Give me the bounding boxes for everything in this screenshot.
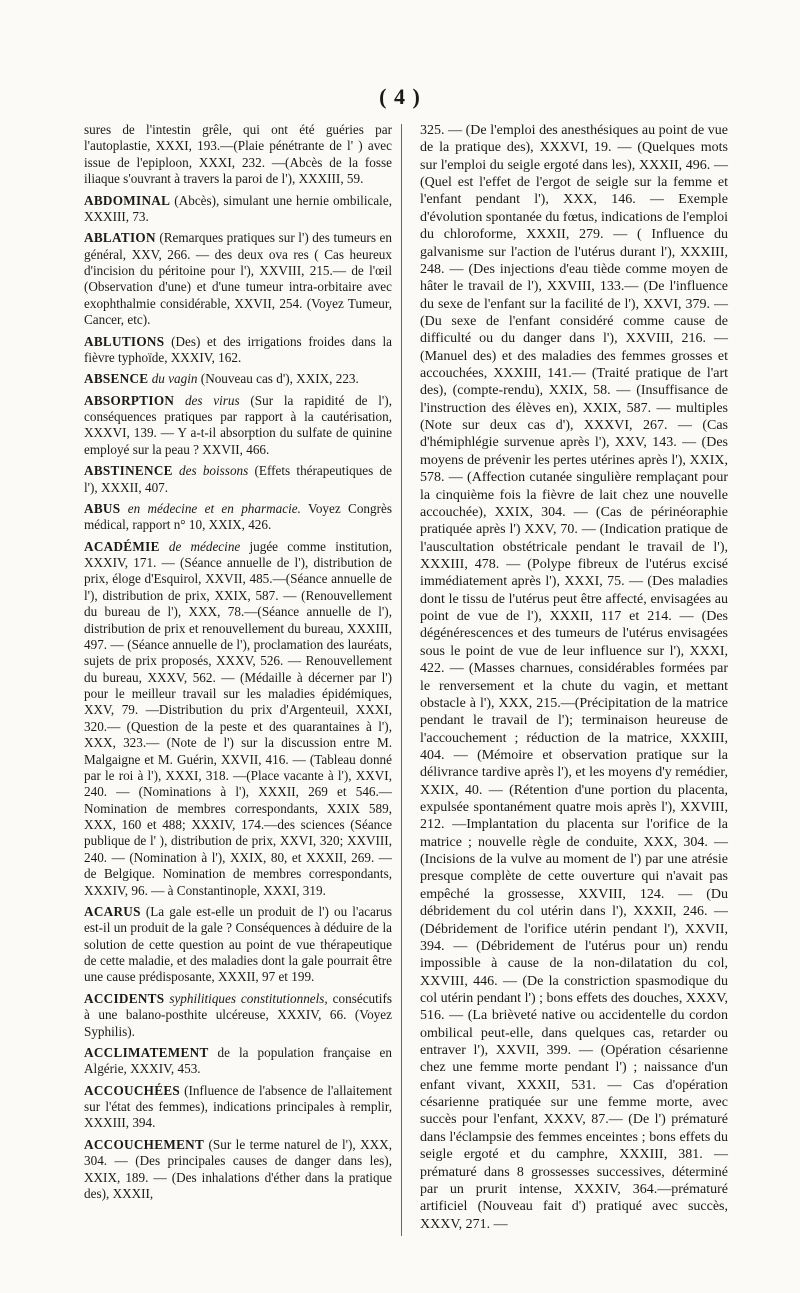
entry-headword: ACCOUCHÉES — [84, 1082, 181, 1098]
index-entry — [84, 991, 392, 1040]
index-entry — [84, 463, 392, 496]
entry-subject: du vagin — [148, 371, 198, 387]
entry-headword: ACCOUCHEMENT — [84, 1136, 205, 1152]
entry-subject: syphilitiques constitutionnels, — [164, 990, 328, 1006]
entry-headword: ABSENCE — [84, 371, 149, 387]
entry-text: (Remarques pratiques sur l') des tumeurs en général, XXV, 266. — des deux ova res ( Cas heureux d'incision du péritoine pour l'), XXVIII, 215.— de l'œil (Observation d'une) et d'une tumeur intra-orbitaire avec exophthalmie considérable, XXVII, 254. (Voyez Tumeur, Cancer, etc). — [84, 230, 392, 328]
index-entry — [84, 122, 392, 188]
entry-headword: ACCIDENTS — [84, 990, 165, 1006]
entry-text: sures de l'intestin grêle, qui ont été guéries par l'autoplastie, XXXI, 193.—(Plaie pénétrante de l' ) avec issue de l'epiploon, XXXI, 232. —(Abcès de la fosse iliaque s'ouvrant à travers la paroi de l'), XXXIII, 59. — [84, 122, 392, 187]
entry-headword: ABDOMINAL — [84, 192, 171, 208]
entry-text: (Influence de l'absence de l'allaitement sur l'état des femmes), indications principales à remplir, XXXIII, 394. — [84, 1082, 392, 1131]
entry-subject: des virus — [174, 392, 240, 408]
index-entry — [84, 371, 392, 387]
entry-text: (Effets thérapeutiques de l'), XXXII, 407. — [84, 463, 392, 495]
index-entry — [420, 122, 728, 1233]
entry-text: (Abcès), simulant une hernie ombilicale, XXXIII, 73. — [84, 192, 392, 224]
entry-subject: de médecine — [159, 538, 241, 554]
right-column — [420, 122, 728, 1238]
entry-text: (Sur la rapidité de l'), conséquences pratiques par rapport à la cautérisation, XXXVI, 139. — Y a-t-il absorption du sulfate de quinine employé sur la peau ? XXVII, 466. — [84, 392, 392, 457]
page-number: ( 4 ) — [379, 84, 421, 109]
entry-headword: ABUS — [84, 500, 121, 516]
entry-headword: ACARUS — [84, 903, 141, 919]
left-column — [84, 122, 392, 1207]
index-entry — [84, 1045, 392, 1078]
entry-text: de la population française en Algérie, XXXIV, 453. — [84, 1044, 392, 1077]
index-entry — [84, 230, 392, 328]
index-entry — [84, 501, 392, 534]
entry-headword: ACCLIMATEMENT — [84, 1044, 209, 1060]
index-entry — [84, 904, 392, 986]
index-entry — [84, 334, 392, 367]
column-divider — [401, 124, 402, 1236]
entry-headword: ACADÉMIE — [84, 538, 160, 554]
entry-subject: des boissons — [172, 463, 249, 479]
entry-text: jugée comme institution, XXXIV, 171. — (Séance annuelle de l'), distribution de prix, éloge d'Esquirol, XXVII, 485.—(Séance annuelle de l'), distribution de prix, XXIX, 587. — (Renouvellement du bureau de l'), XXX, 78.—(Séance annuelle de l'), distribution de prix et renouvellement du bureau, XXXIII, 497. — (Séance annuelle de l'), proclamation des lauréats, sujets de prix proposés, XXXV, 526. — Renouvellement du bureau, XXXV, 562. — (Médaille à décerner par l') pour le meilleur travail sur les maladies épidémiques, XXV, 79. —Distribution du prix d'Argenteuil, XXXI, 320.— (Question de la peste et des quarantaines à l'), XXX, 323.— (Note de l') sur la discussion entre M. Malgaigne et M. Guérin, XXVII, 416. — (Tableau donné par le roi à l'), XXXI, 318. —(Place vacante à l'), XXVI, 240. — (Nominations à l'), XXXII, 269 et 546.—Nomination de membres correspondants, XXIX 589, XXX, 160 et 488; XXXIV, 174.—des sciences (Séance publique de l' ), distribution de prix, XXVI, 320; XXVIII, 240. — (Nomination à l'), XXIX, 80, et XXXII, 269. — de Belgique. Nomination de membres correspondants, XXXIV, 96. — à Constantinople, XXXI, 319. — [84, 538, 392, 898]
entry-headword: ABLUTIONS — [84, 333, 165, 349]
index-entry — [84, 393, 392, 459]
entry-text: (Sur le terme naturel de l'), XXX, 304. — (Des principales causes de danger dans les), XXIX, 189. — (Des inhalations d'éther dans la pratique des), XXXII, — [84, 1136, 392, 1201]
entry-subject: en médecine et en pharmacie. — [120, 500, 301, 516]
entry-headword: ABSORPTION — [84, 392, 175, 408]
entry-headword: ABSTINENCE — [84, 463, 173, 479]
entry-text: (La gale est-elle un produit de l') ou l'acarus est-il un produit de la gale ? Conséquences à déduire de la solution de cette question au point de vue thérapeutique de cette maladie, et des maladies dont la gale pourrait être une cause prédisposante, XXXII, 97 et 199. — [84, 903, 392, 985]
entry-headword: ABLATION — [84, 230, 156, 246]
entry-text: (Des) et des irrigations froides dans la fièvre typhoïde, XXXIV, 162. — [84, 333, 392, 365]
entry-text: (Nouveau cas d'), XXIX, 223. — [197, 371, 359, 387]
index-entry — [84, 193, 392, 226]
entry-text: consécutifs à une balano-posthite ulcéreuse, XXXIV, 66. (Voyez Syphilis). — [84, 990, 392, 1039]
entry-text: Voyez Congrès médical, rapport n° 10, XXIX, 426. — [84, 500, 392, 533]
index-entry — [84, 1083, 392, 1132]
entry-text: 325. — (De l'emploi des anesthésiques au point de vue de la pratique des), XXXVI, 19. — (Quelques mots sur l'emploi du seigle ergoté dans les), XXXII, 496. — (Quel est l'effet de l'ergot de seigle sur la femme et l'enfant pendant l'), XXX, 146. — Exemple d'évolution spontanée du fœtus, indications de l'emploi du chloroforme, XXXII, 279. — ( Influence du galvanisme sur l'action de l'utérus durant l'), XXXIII, 248. — (Des injections d'eau tiède comme moyen de hâter le travail de l'), XXVIII, 133.— (De l'influence du sexe de l'enfant sur la facilité de l'), XXVI, 379. — (Du sexe de l'enfant considéré comme cause de difficulté ou du danger dans l'), XXVIII, 216. — (Manuel des) et des maladies des femmes grosses et accouchées, XXXIII, 141.— (Traité pratique de l'art des), (compte-rendu), XXIX, 58. — (Insuffisance de l'instruction des élèves en), XXIX, 587. — multiples (Note sur deux cas d'), XXXVI, 267. — (Cas d'hémiphlégie survenue après l'), XXV, 143. — (Des moyens de prévenir les pertes utérines après l'), XXIX, 578. — (Affection cutanée singulière remplaçant pour la cinquième fois la fièvre de lait chez une nouvelle accouchée), XXIX, 304. — (Cas de périnéoraphie pratiquée après l') XXV, 70. — (Indication pratique de l'auscultation obstétricale pendant le travail de l'), XXXIII, 478. — (Polype fibreux de l'utérus excisé immédiatement après l'), XXXI, 75. — (Des maladies dont le tissu de l'utérus peut être affecté, envisagées au point de vue de l'), XXXII, 117 et 214. — (Des dégénérescences et des tumeurs de l'utérus envisagées sous le point de vue de leur influence sur l'), XXXI, 422. — (Masses charnues, considérables formées par le renversement et la chute du vagin, et mettant obstacle à l'), XXX, 215.—(Précipitation de la matrice pendant le travail de l'); terminaison heureuse de l'accouchement ; réduction de la matrice, XXXIII, 404. — (Mémoire et observation pratique sur la délivrance tardive après l'), et les moyens d'y remédier, XXIX, 40. — (Rétention d'une portion du placenta, expulsée spontanément quatre mois après l'), XXVIII, 212. —Implantation du placenta sur l'orifice de la matrice ; nouvelle règle de conduite, XXX, 304. — (Incisions de la vulve au moment de l') par une atrésie presque complète de cette ouverture qui n'avait pas empêché la grossesse, XXVIII, 124. — (Du débridement du col utérin dans l'), XXXII, 246. — (Débridement de l'orifice utérin pendant l'), XXVII, 394. — (Débridement de l'utérus pour un) rendu impossible à cause de la non-dilatation du col, XXVIII, 446. — (De la constriction spasmodique du col utérin pendant l') ; bons effets des douches, XXXV, 516. — (La brièveté native ou accidentelle du cordon ombilical peut-elle, dans quelques cas, retarder ou entraver l'), XXVII, 399. — (Opération césarienne chez une femme morte pendant l') ; naissance d'un enfant vivant, XXXII, 531. — Cas d'opération césarienne pratiquée sur une femme morte, avec succès pour l'enfant, XXXV, 87.— (De l') prématuré dans l'éclampsie des femmes enceintes ; bons effets du seigle ergoté et du camphre, XXXIII, 381. — prématuré dans 8 grossesses successives, déterminé par un prurit intense, XXXIV, 364.—prématuré artificiel (Nouveau fait d') pratiqué avec succès, XXXV, 271. — — [420, 123, 728, 1232]
index-entry — [84, 1137, 392, 1203]
index-entry — [84, 539, 392, 899]
